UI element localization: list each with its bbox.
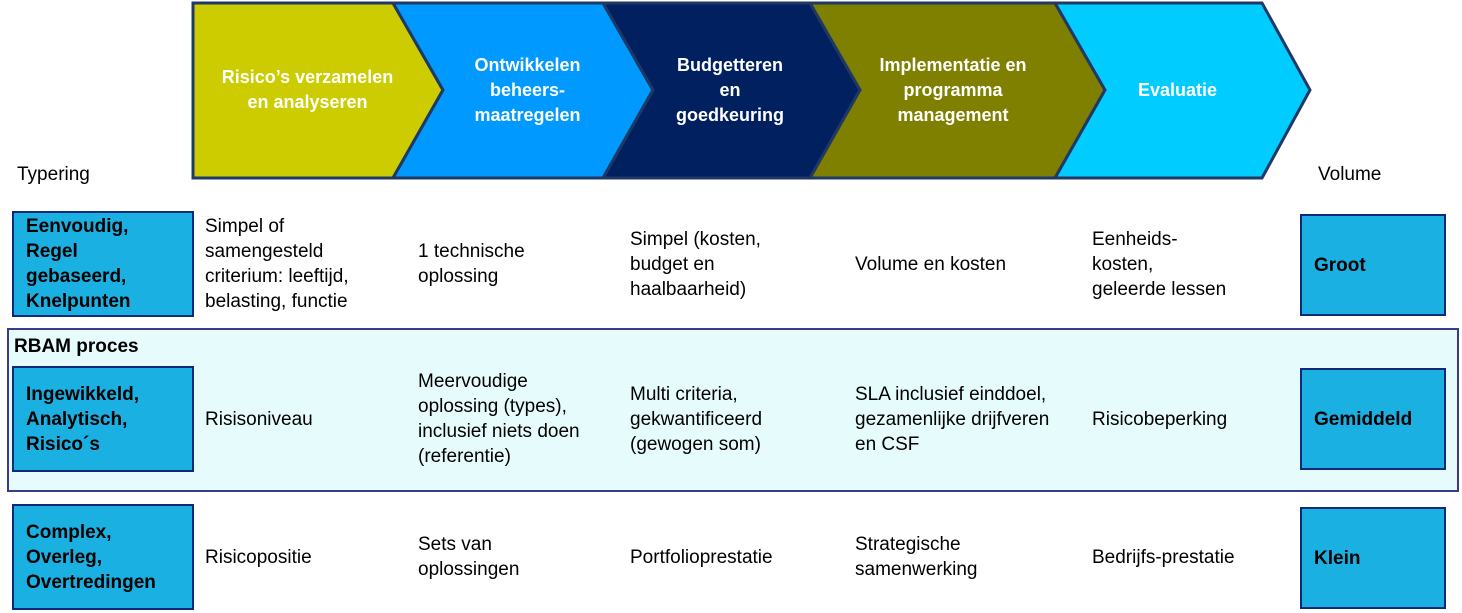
volume-box-row-2: Gemiddeld xyxy=(1300,368,1446,470)
row-3-cell-4: Strategische samenwerking xyxy=(855,534,978,580)
volume-box-row-3: Klein xyxy=(1300,507,1446,609)
volume-box-row-1: Groot xyxy=(1300,214,1446,316)
row-1-cell-5: Eenheids- kosten, geleerde lessen xyxy=(1092,228,1227,300)
typering-header: Typering xyxy=(17,164,90,185)
chevron-step-5-label: Evaluatie xyxy=(1137,79,1218,100)
row-1-cell-3: Simpel (kosten, budget en haalbaarheid) xyxy=(630,228,761,300)
row-2-cell-4: SLA inclusief einddoel, gezamenlijke drijfveren en CSF xyxy=(855,383,1050,455)
rbam-process-label: RBAM proces xyxy=(14,336,139,357)
row-3-cell-1: Risicopositie xyxy=(205,546,312,568)
row-1-cell-4: Volume en kosten xyxy=(855,253,1007,275)
row-3-cell-3: Portfolioprestatie xyxy=(630,546,773,568)
volume-header: Volume xyxy=(1318,164,1382,185)
type-box-row-2: Ingewikkeld, Analytisch, Risico´s xyxy=(12,366,194,472)
row-2-cell-1: Risisoniveau xyxy=(205,408,313,430)
type-box-row-1: Eenvoudig, Regel gebaseerd, Knelpunten xyxy=(12,211,194,317)
chevron-step-2-label: Ontwikkelen beheers- maatregelen xyxy=(474,54,581,125)
row-3-cell-2: Sets van oplossingen xyxy=(418,534,520,580)
row-2-cell-3: Multi criteria, gekwantificeerd (gewogen som) xyxy=(630,383,763,455)
row-3-cell-5: Bedrijfs-prestatie xyxy=(1092,546,1235,568)
row-2-cell-2: Meervoudige oplossing (types), inclusief niets doen (referentie) xyxy=(418,371,580,467)
row-1-cell-2: 1 technische oplossing xyxy=(418,241,525,287)
chevron-step-4-label: Implementatie en programma management xyxy=(879,54,1027,125)
row-1-cell-1: Simpel of samengesteld criterium: leeftijd, belasting, functie xyxy=(205,216,349,312)
row-2-cell-5: Risicobeperking xyxy=(1092,408,1228,430)
chevron-step-1-label: Risico’s verzamelen en analyseren xyxy=(221,67,394,112)
type-box-row-3: Complex, Overleg, Overtredingen xyxy=(12,504,194,610)
chevron-step-3-label: Budgetteren en goedkeuring xyxy=(675,54,784,125)
